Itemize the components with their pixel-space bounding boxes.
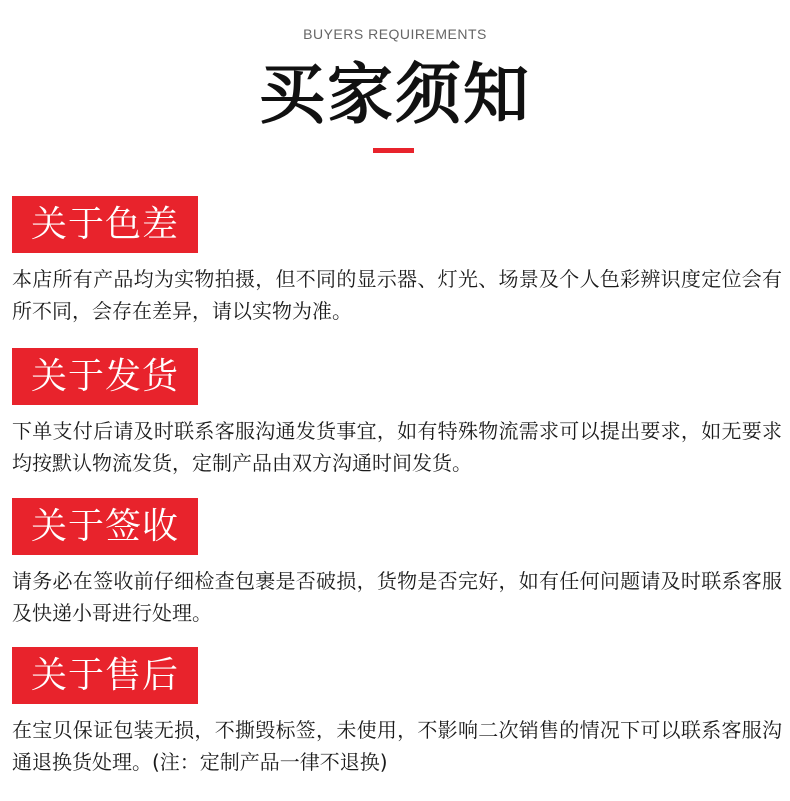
section-heading-color-difference: 关于色差 [12,196,198,253]
header-eyebrow: BUYERS REQUIREMENTS [303,26,487,42]
section-body-shipping: 下单支付后请及时联系客服沟通发货事宜，如有特殊物流需求可以提出要求，如无要求均按默认物流发货，定制产品由双方沟通时间发货。 [12,419,782,475]
section-body-receipt: 请务必在签收前仔细检查包裹是否破损，货物是否完好，如有任何问题请及时联系客服及快递小哥进行处理。 [12,569,782,625]
title-underline-divider [373,148,414,153]
section-heading-receipt: 关于签收 [12,498,198,555]
section-body-after-sales: 在宝贝保证包装无损，不撕毁标签，未使用，不影响二次销售的情况下可以联系客服沟通退换货处理。(注：定制产品一律不退换) [12,718,782,774]
page-title: 买家须知 [259,56,531,133]
section-body-color-difference: 本店所有产品均为实物拍摄，但不同的显示器、灯光、场景及个人色彩辨识度定位会有所不同，会存在差异，请以实物为准。 [12,267,782,323]
section-heading-shipping: 关于发货 [12,348,198,405]
section-heading-after-sales: 关于售后 [12,647,198,704]
